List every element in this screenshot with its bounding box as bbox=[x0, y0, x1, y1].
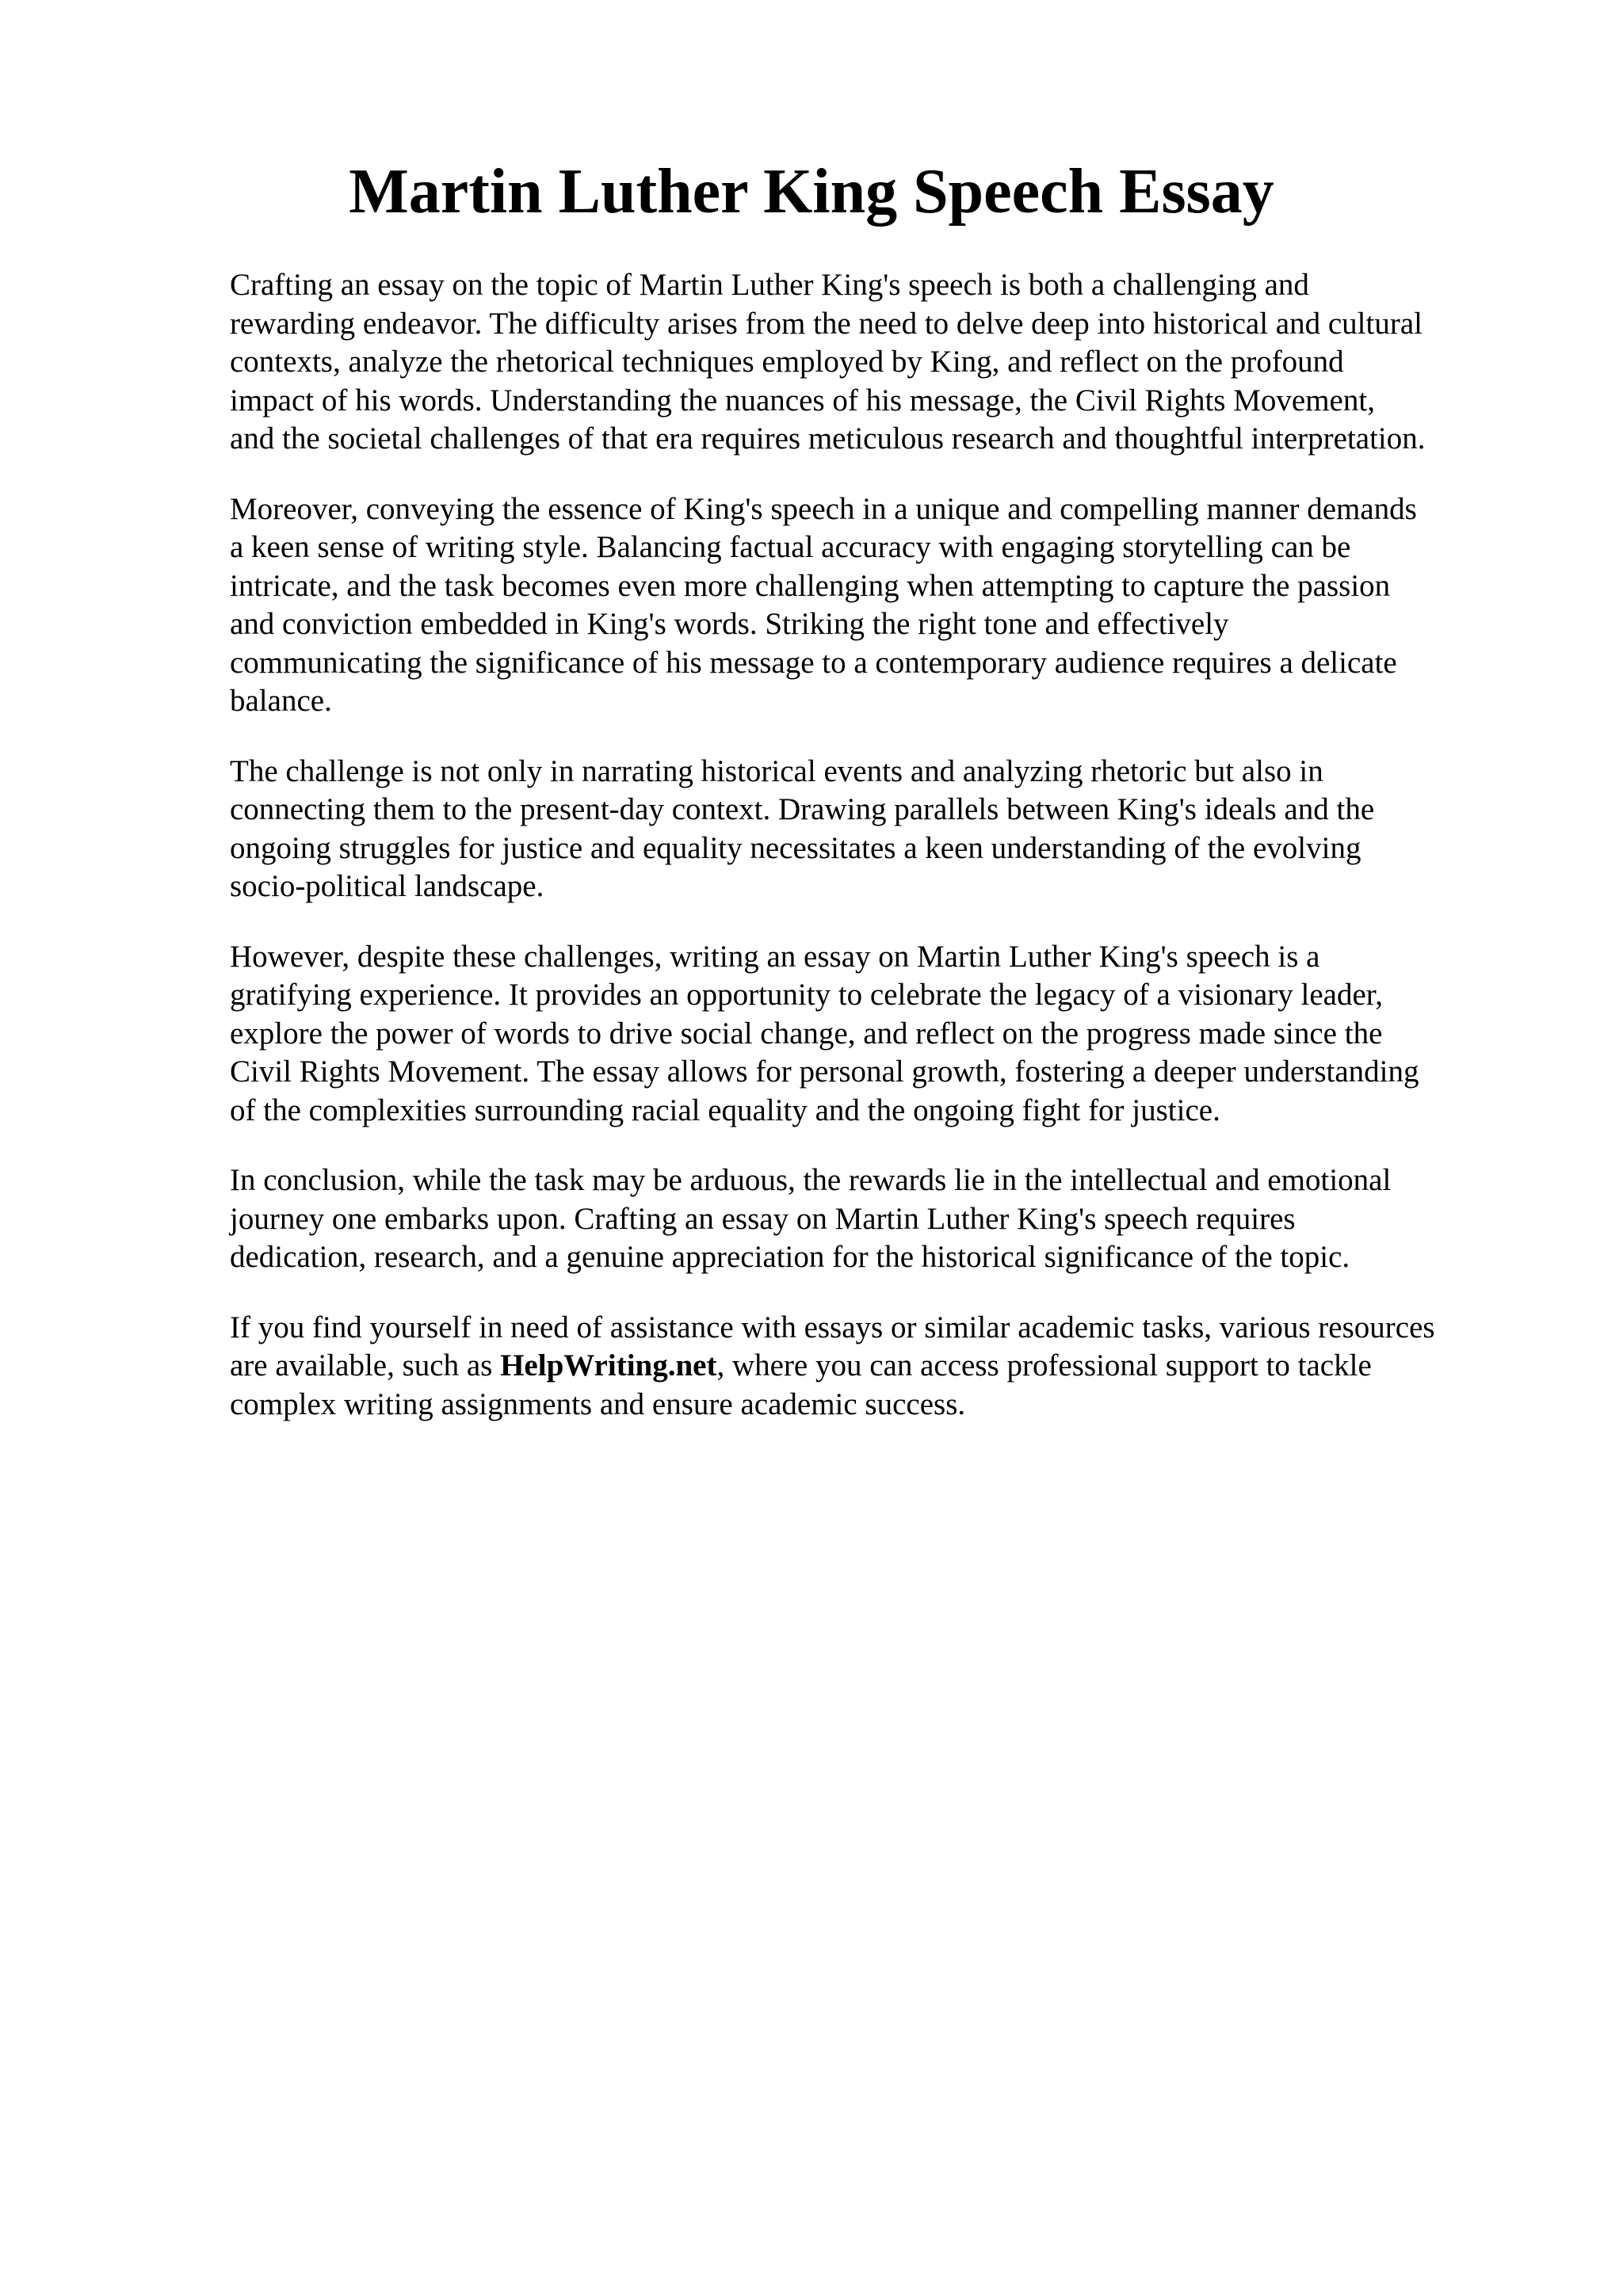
paragraph-line: In conclusion, while the task may be arduous, the rewards lie in the intellectual and emotional bbox=[230, 1163, 1392, 1197]
paragraph-2 bbox=[230, 490, 1514, 721]
paragraph-1 bbox=[230, 266, 1514, 459]
paragraph-line: explore the power of words to drive social change, and reflect on the progress made since the bbox=[230, 1016, 1383, 1051]
paragraph-4 bbox=[230, 938, 1514, 1131]
closing-paragraph bbox=[230, 1309, 1514, 1425]
paragraph-line: socio-political landscape. bbox=[230, 869, 544, 903]
paragraph-5 bbox=[230, 1161, 1514, 1277]
paragraph-line: Moreover, conveying the essence of King's speech in a unique and compelling manner demands bbox=[230, 491, 1417, 526]
paragraph-line: dedication, research, and a genuine appreciation for the historical significance of the topic. bbox=[230, 1240, 1350, 1274]
paragraph-line: impact of his words. Understanding the nuances of his message, the Civil Rights Movement, bbox=[230, 383, 1375, 418]
paragraph-line: If you find yourself in need of assistance with essays or similar academic tasks, various resources bbox=[230, 1310, 1435, 1344]
paragraph-line: intricate, and the task becomes even more challenging when attempting to capture the passion bbox=[230, 568, 1391, 603]
paragraph-line: gratifying experience. It provides an opportunity to celebrate the legacy of a visionary leader, bbox=[230, 978, 1383, 1012]
page-title: Martin Luther King Speech Essay bbox=[349, 157, 1274, 227]
paragraph-line: However, despite these challenges, writing an essay on Martin Luther King's speech is a bbox=[230, 939, 1320, 974]
paragraph-line: a keen sense of writing style. Balancing factual accuracy with engaging storytelling can be bbox=[230, 530, 1351, 564]
paragraph-line: rewarding endeavor. The difficulty arises from the need to delve deep into historical and cultural bbox=[230, 306, 1423, 341]
paragraph-line: The challenge is not only in narrating historical events and analyzing rhetoric but also in bbox=[230, 753, 1323, 788]
paragraph-line: Crafting an essay on the topic of Martin Luther King's speech is both a challenging and bbox=[230, 268, 1309, 302]
essay-body bbox=[230, 266, 1514, 1455]
paragraph-line: connecting them to the present-day context. Drawing parallels between King's ideals and the bbox=[230, 792, 1375, 826]
paragraph-line: balance. bbox=[230, 684, 332, 718]
paragraph-line: complex writing assignments and ensure academic success. bbox=[230, 1386, 966, 1421]
paragraph-line bbox=[230, 1347, 1514, 1386]
closing-text-before-link: are available, such as bbox=[230, 1348, 501, 1383]
paragraph-3 bbox=[230, 753, 1514, 906]
paragraph-line: Civil Rights Movement. The essay allows for personal growth, fostering a deeper understanding bbox=[230, 1055, 1419, 1089]
paragraph-line: contexts, analyze the rhetorical techniques employed by King, and reflect on the profound bbox=[230, 345, 1344, 379]
paragraph-line: of the complexities surrounding racial equality and the ongoing fight for justice. bbox=[230, 1093, 1220, 1127]
closing-text-after-link: , where you can access professional support to tackle bbox=[716, 1348, 1372, 1383]
paragraph-line: ongoing struggles for justice and equality necessitates a keen understanding of the evolving bbox=[230, 830, 1361, 865]
paragraph-line: and conviction embedded in King's words. Striking the right tone and effectively bbox=[230, 607, 1229, 641]
paragraph-line: communicating the significance of his message to a contemporary audience requires a delicate bbox=[230, 645, 1397, 680]
paragraph-line: and the societal challenges of that era requires meticulous research and thoughtful interpretation. bbox=[230, 421, 1426, 456]
helpwriting-link[interactable]: HelpWriting.net bbox=[500, 1348, 717, 1383]
paragraph-line: journey one embarks upon. Crafting an essay on Martin Luther King's speech requires bbox=[230, 1201, 1296, 1236]
